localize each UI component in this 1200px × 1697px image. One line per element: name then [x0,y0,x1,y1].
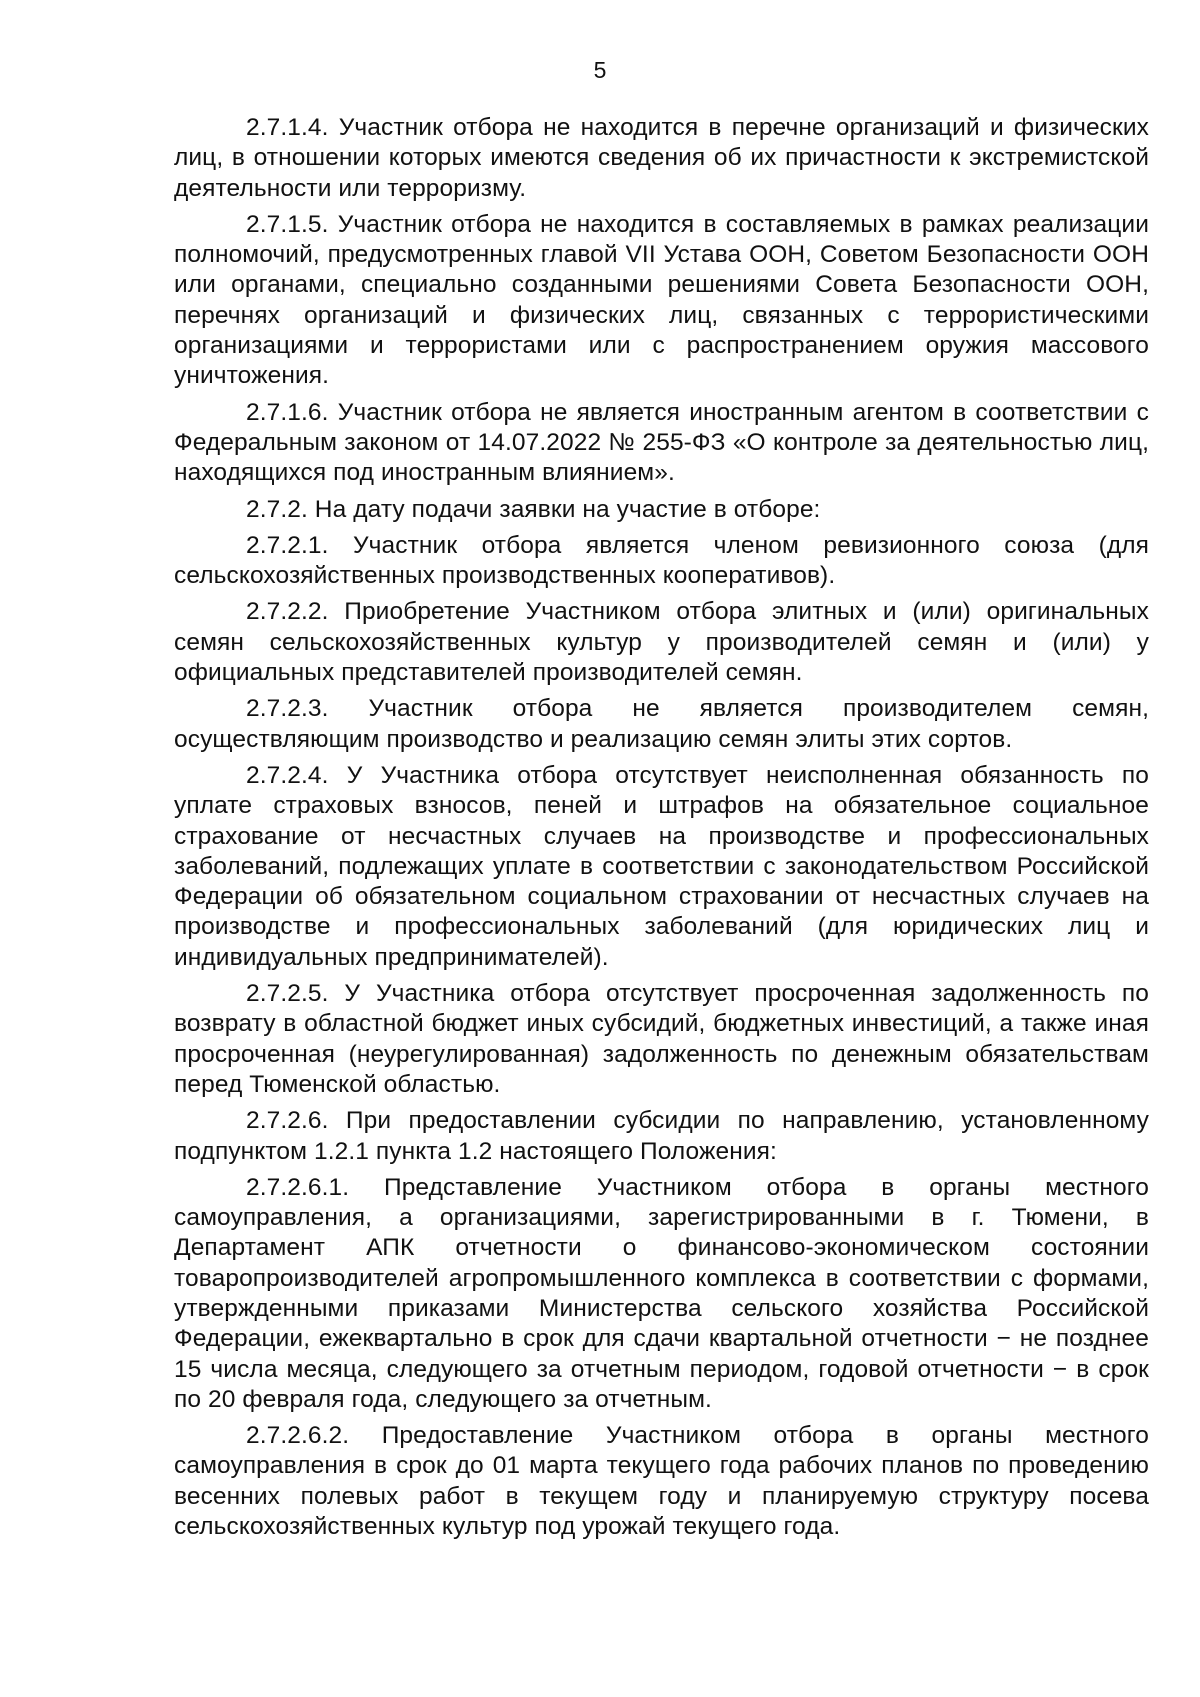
paragraph-2-7-2-3: 2.7.2.3. Участник отбора не является производителем семян, осуществляющим производство и реализацию семян элиты этих сортов. [174,695,1149,753]
paragraph-2-7-1-6: 2.7.1.6. Участник отбора не является иностранным агентом в соответствии с Федеральным законом от 14.07.2022 № 255-ФЗ «О контроле за деятельностью лиц, находящихся под иностранным влиянием». [174,398,1149,487]
paragraph-2-7-2: 2.7.2. На дату подачи заявки на участие в отборе: [246,495,821,523]
page-number: 5 [593,57,607,83]
paragraph-2-7-2-6: 2.7.2.6. При предоставлении субсидии по направлению, установленному подпунктом 1.2.1 пункта 1.2 настоящего Положения: [174,1107,1149,1165]
document-body [174,113,1149,1548]
paragraph-2-7-1-5: 2.7.1.5. Участник отбора не находится в составляемых в рамках реализации полномочий, предусмотренных главой VII Устава ООН, Советом Безопасности ООН или органами, специально созданными решениями Совета Безопасности ООН, перечнях организаций и физических лиц, связанных с террористическими организациями и террористами или с распространением оружия массового уничтожения. [174,210,1149,390]
paragraph-2-7-2-6-2: 2.7.2.6.2. Предоставление Участником отбора в органы местного самоуправления в срок до 01 марта текущего года рабочих планов по проведению весенних полевых работ в текущем году и планируемую структуру посева сельскохозяйственных культур под урожай текущего года. [174,1422,1149,1541]
paragraph-2-7-2-5: 2.7.2.5. У Участника отбора отсутствует просроченная задолженность по возврату в областной бюджет иных субсидий, бюджетных инвестиций, а также иная просроченная (неурегулированная) задолженность по денежным обязательствам перед Тюменской областью. [174,980,1149,1098]
paragraph-2-7-2-4: 2.7.2.4. У Участника отбора отсутствует неисполненная обязанность по уплате страховых взносов, пеней и штрафов на обязательное социальное страхование от несчастных случаев на производстве и профессиональных заболеваний, подлежащих уплате в соответствии с законодательством Российской Федерации об обязательном социальном страховании от несчастных случаев на производстве и профессиональных заболеваний (для юридических лиц и индивидуальных предпринимателей). [174,761,1149,971]
paragraph-2-7-2-2: 2.7.2.2. Приобретение Участником отбора элитных и (или) оригинальных семян сельскохозяйственных культур у производителей семян и (или) у официальных представителей производителей семян. [174,598,1149,687]
paragraph-2-7-2-1: 2.7.2.1. Участник отбора является членом ревизионного союза (для сельскохозяйственных производственных кооперативов). [174,531,1149,590]
paragraph-2-7-1-4: 2.7.1.4. Участник отбора не находится в перечне организаций и физических лиц, в отношении которых имеются сведения об их причастности к экстремистской деятельности или терроризму. [174,114,1149,202]
paragraph-2-7-2-6-1: 2.7.2.6.1. Представление Участником отбора в органы местного самоуправления, а организациями, зарегистрированными в г. Тюмени, в Департамент АПК отчетности о финансово-экономическом состоянии товаропроизводителей агропромышленного комплекса в соответствии с формами, утвержденными приказами Министерства сельского хозяйства Российской Федерации, ежеквартально в срок для сдачи квартальной отчетности − не позднее 15 числа месяца, следующего за отчетным периодом, годовой отчетности − в срок по 20 февраля года, следующего за отчетным. [174,1173,1149,1413]
